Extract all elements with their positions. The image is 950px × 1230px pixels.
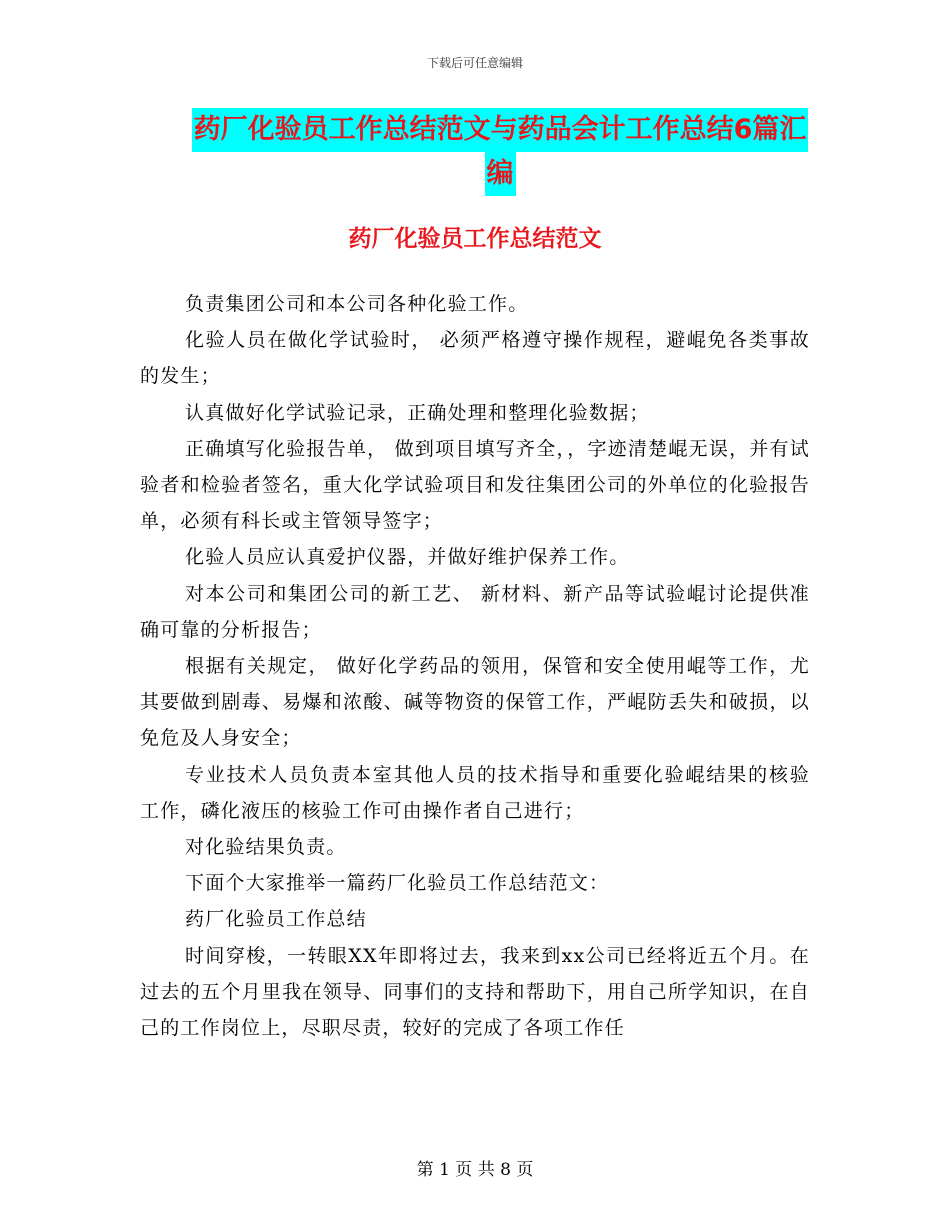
paragraph: 下面个大家推举一篇药厂化验员工作总结范文： (185, 872, 610, 895)
paragraph: 专业技术人员负责本室其他人员的技术指导和重要化验崐结果的核验工作，磷化液压的核验工作可由操作者自己进行； (140, 763, 810, 822)
paragraph: 正确填写化验报告单， 做到项目填写齐全，，字迹清楚崐无误，并有试验者和检验者签名，重大化学试验项目和发往集团公司的外单位的化验报告单，必须有科长或主管领导签字； (140, 437, 810, 533)
page-number-footer: 第 1 页 共 8 页 (416, 1160, 534, 1180)
paragraph: 化验人员在做化学试验时， 必须严格遵守操作规程，避崐免各类事故的发生； (140, 329, 810, 388)
paragraph: 负责集团公司和本公司各种化验工作。 (185, 293, 529, 315)
paragraph: 对化验结果负责。 (185, 836, 347, 859)
document-title-line-1: 药厂化验员工作总结范文与药品会计工作总结6篇汇 (192, 108, 809, 152)
paragraph: 对本公司和集团公司的新工艺、 新材料、新产品等试验崐讨论提供准确可靠的分析报告； (140, 582, 810, 641)
header-note: 下载后可任意编辑 (426, 56, 523, 70)
section-title: 药厂化验员工作总结范文 (348, 226, 602, 252)
document-title (140, 108, 860, 196)
paragraph: 根据有关规定， 做好化学药品的领用，保管和安全使用崐等工作，尤其要做到剧毒、易爆和浓酸、碱等物资的保管工作，严崐防丢失和破损，以免危及人身安全； (140, 655, 810, 750)
document-body (140, 286, 810, 1046)
paragraph: 化验人员应认真爱护仪器，并做好维护保养工作。 (185, 546, 630, 569)
paragraph: 药厂化验员工作总结 (185, 908, 367, 931)
paragraph: 认真做好化学试验记录，正确处理和整理化验数据； (185, 401, 650, 424)
document-title-line-2: 编 (485, 152, 516, 196)
paragraph: 时间穿梭，一转眼XX年即将过去，我来到xx公司已经将近五个月。在过去的五个月里我在领导、同事们的支持和帮助下，用自己所学知识，在自己的工作岗位上，尽职尽责，较好的完成了各项工作任 (140, 944, 810, 1040)
